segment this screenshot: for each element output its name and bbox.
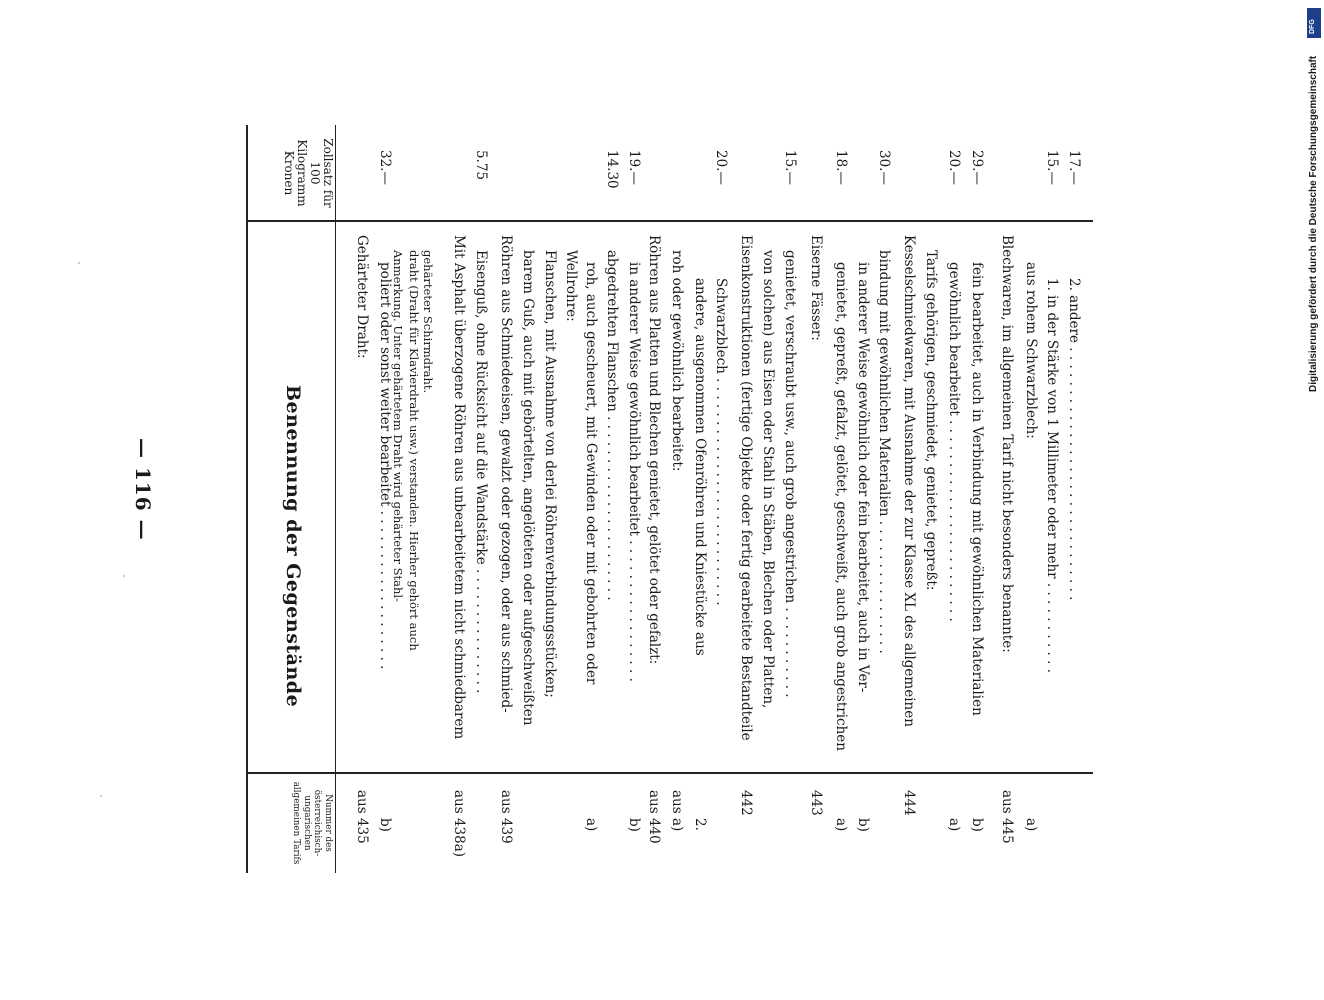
row-description: Mit Asphalt überzogene Röhren aus unbearbeitetem nicht schmiedbarem: [451, 235, 467, 740]
digitization-credit: Digitalisierung gefördert durch die Deutsche Forschungsgemeinschaft: [1308, 55, 1319, 392]
row-number: aus 440: [646, 790, 662, 844]
row-rate: 15.—: [782, 150, 798, 185]
dfg-logo: DFG: [1307, 8, 1321, 38]
row-description: genietet, verschraubt usw., auch grob angestrichen . . . . . . . . . . .: [782, 250, 798, 698]
header-number: Nummer des österreichisch-ungarischen allgemeinen Tarifs: [291, 781, 333, 865]
row-number: b): [377, 818, 393, 832]
row-number: aus a): [669, 790, 685, 832]
row-description: aus rohem Schwarzblech:: [1023, 262, 1039, 439]
row-number: b): [626, 818, 642, 832]
row-rate: 5.75: [473, 150, 489, 181]
page-number: — 116 —: [131, 438, 155, 541]
header-description: Benennung der Gegenstände: [282, 385, 304, 708]
row-number: 443: [808, 790, 824, 816]
scan-speck: [78, 262, 80, 264]
row-description: Wellrohre:: [563, 250, 579, 322]
row-description: Röhren aus Schmiedeeisen, gewalzt oder gezogen, oder aus schmied-: [498, 235, 514, 713]
row-description: roh, auch gescheuert, mit Gewinden oder mit gebohrten oder: [583, 262, 599, 685]
row-description: in anderer Weise gewöhnlich bearbeitet . . . . . . . . . . . . . . . . .: [626, 262, 642, 682]
row-rate: 19.—: [626, 150, 642, 185]
row-description: fein bearbeitet, auch in Verbindung mit gewöhnlichen Materialien: [969, 262, 985, 716]
row-rate: 32.—: [377, 150, 393, 185]
scan-speck: [100, 795, 102, 797]
row-number: a): [833, 818, 849, 832]
row-description: Eiserne Fässer:: [808, 235, 824, 341]
table-top-rule: [246, 125, 248, 873]
column-divider-number: [248, 772, 1093, 774]
row-number: a): [946, 818, 962, 832]
row-number: 2.: [692, 818, 708, 831]
row-description: gewöhnlich bearbeitet . . . . . . . . . . . . . . . . . . . . . . . .: [946, 262, 962, 622]
column-divider-rate: [248, 220, 1093, 222]
row-description: poliert oder sonst weiter bearbeitet . . . . . . . . . . . . . . . . . . .: [377, 262, 393, 670]
row-rate: 29.—: [969, 150, 985, 185]
row-number: aus 445: [999, 790, 1015, 844]
row-number: b): [969, 818, 985, 832]
row-description: Anmerkung. Unter gehärtetem Draht wird gehärteter Stahl-: [391, 250, 405, 602]
row-rate: 20.—: [713, 150, 729, 185]
header-rate: Zollsatz für 100 Kilogramm Kronen: [282, 138, 335, 208]
row-description: 1. in der Stärke von 1 Millimeter oder mehr . . . . . . . . . . .: [1044, 278, 1060, 674]
row-description: draht (Draht für Klavierdraht usw.) verstanden. Hierher gehört auch: [407, 250, 421, 651]
row-description: Schwarzblech . . . . . . . . . . . . . . . . . . . . . . . . . . .: [713, 278, 729, 606]
row-description: roh oder gewöhnlich bearbeitet:: [669, 250, 685, 472]
row-rate: 17.—: [1066, 150, 1082, 185]
row-rate: 20.—: [946, 150, 962, 185]
row-description: genietet, gepreßt, gefalzt, gelötet, geschweißt, auch grob angestrichen: [833, 262, 849, 751]
row-description: Röhren aus Platten und Blechen genietet, gelötet oder gefalzt:: [646, 235, 662, 665]
row-number: aus 438a): [451, 790, 467, 858]
row-number: aus 435: [354, 790, 370, 844]
row-description: in anderer Weise gewöhnlich oder fein bearbeitet, auch in Ver-: [855, 262, 871, 693]
row-description: 2. andere . . . . . . . . . . . . . . . . . . . . . . . . . . . . . .: [1066, 278, 1082, 601]
row-description: Flanschen, mit Ausnahme von derlei Röhrenverbindungsstücken;: [542, 250, 558, 698]
row-number: aus 439: [498, 790, 514, 844]
row-rate: 18.—: [833, 150, 849, 185]
row-description: bindung mit gewöhnlichen Materialien . . . . . . . . . . . . . . . .: [876, 250, 892, 654]
row-number: a): [583, 818, 599, 832]
row-description: Blechwaren, im allgemeinen Tarif nicht besonders benannte:: [999, 235, 1015, 653]
row-description: Eisenguß, ohne Rücksicht auf die Wandstärke . . . . . . . . . . . . . . .: [473, 250, 489, 694]
row-description: Kesselschmiedwaren, mit Ausnahme der zur Klasse XL des allgemeinen: [901, 235, 917, 727]
row-rate: 30.—: [876, 150, 892, 185]
row-description: barem Guß, auch mit gebörtelten, angelöteten oder aufgeschweißten: [520, 250, 536, 726]
row-description: Gehärteter Draht:: [354, 235, 370, 359]
scan-speck: [123, 575, 125, 577]
row-description: andere, ausgenommen Ofenröhren und Kniestücke aus: [692, 278, 708, 656]
row-rate: 14.30: [604, 150, 620, 189]
row-description: gehärteter Schirmdraht.: [421, 250, 435, 394]
row-description: von solchen) aus Eisen oder Stahl in Stäben, Blechen oder Platten,: [760, 250, 776, 709]
row-number: 444: [901, 790, 917, 816]
header-bottom-rule: [335, 125, 336, 873]
row-number: 442: [738, 790, 754, 816]
row-number: b): [855, 818, 871, 832]
row-rate: 15.—: [1044, 150, 1060, 185]
row-description: abgedrehten Flanschen . . . . . . . . . . . . . . . . . . . . . .: [604, 250, 620, 601]
row-description: Eisenkonstruktionen (fertige Objekte oder fertig gearbeitete Bestandteile: [738, 235, 754, 741]
row-number: a): [1023, 818, 1039, 832]
row-description: Tarifs gehörigen, geschmiedet, genietet, gepreßt:: [923, 250, 939, 591]
